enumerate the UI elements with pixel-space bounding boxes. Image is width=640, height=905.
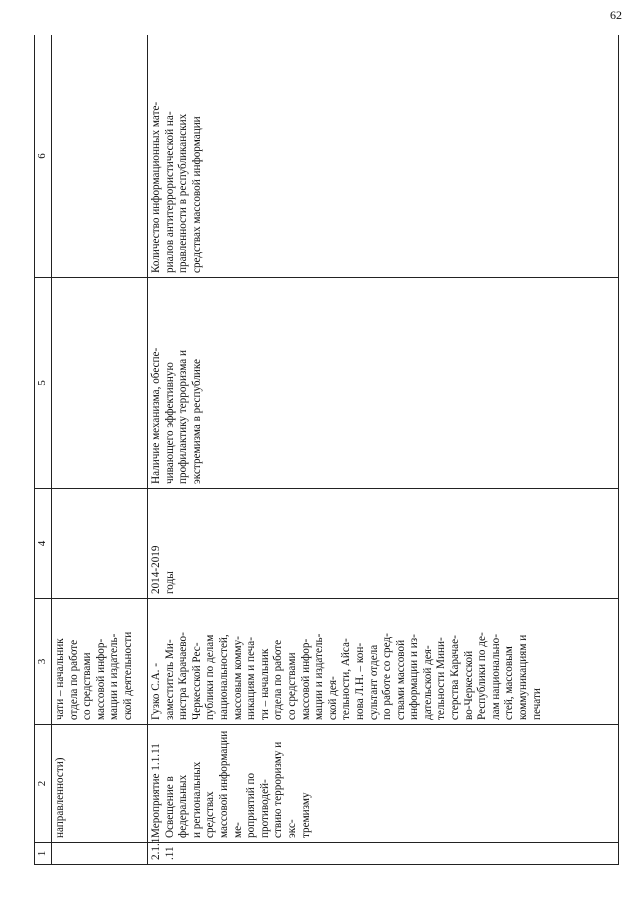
text-line: нова Л.Н. – кон- <box>353 642 366 720</box>
text-line: публики по делам <box>204 634 217 720</box>
text-line: сультант отдела <box>367 644 380 720</box>
cell-responsible <box>148 599 619 725</box>
column-number: 5 <box>35 278 52 489</box>
text-line: массовой инфор- <box>94 638 107 720</box>
text-line: чати – начальник <box>54 638 66 720</box>
text-line: ской деятельности <box>121 631 134 720</box>
text-line: ствию терроризму и экс- <box>272 741 298 838</box>
text-line: Республики по де- <box>476 632 489 720</box>
cell-number <box>148 837 619 865</box>
text-line: заместитель Ми- <box>163 639 176 720</box>
text-line: национальностей, <box>217 634 230 720</box>
cell-result <box>148 278 619 489</box>
text-line: по работе со сред- <box>381 633 394 720</box>
column-number: 2 <box>35 725 52 843</box>
text-line: нистра Карачаево- <box>177 632 190 720</box>
text-line: дательской дея- <box>421 645 434 720</box>
text-line: массовым комму- <box>231 636 244 720</box>
text-line: чивающего эффективную <box>163 362 176 484</box>
cell-measure <box>148 725 619 843</box>
text-line: 2.1.1 <box>150 837 162 860</box>
rotated-table <box>34 35 619 865</box>
text-line: Черкесской Рес- <box>190 642 203 720</box>
text-line: со средствами <box>81 652 94 720</box>
text-line: во-Черкесской <box>462 650 475 720</box>
text-line: тельности, Айса- <box>340 638 353 720</box>
continuation-row <box>52 35 148 865</box>
text-line: роприятий по противодей- <box>245 772 271 838</box>
text-line: со средствами <box>285 652 298 720</box>
text-line: Гузко С.А. - <box>150 663 162 720</box>
text-line: мации и издатель- <box>313 633 326 720</box>
measures-table <box>34 35 619 865</box>
rotated-table-wrapper <box>34 35 619 865</box>
text-line: ствами массовой <box>394 639 407 720</box>
text-line: профилактику терроризма и <box>177 349 190 484</box>
text-line: мации и издатель- <box>108 633 121 720</box>
measure-title: Мероприятие 1.1.11 <box>150 743 162 838</box>
text-line: массовой информации ме- <box>217 730 244 838</box>
cell-responsible <box>52 599 148 725</box>
text-line: отдела по работе <box>272 639 285 720</box>
table-row <box>148 35 619 865</box>
text-line: информации и из- <box>408 634 421 720</box>
column-number: 1 <box>35 843 52 865</box>
text-line: коммуникациям и <box>517 634 530 720</box>
text-line: массовой инфор- <box>299 638 312 720</box>
text-line: и региональных средствах <box>190 761 217 838</box>
cell-result <box>52 278 148 489</box>
text-line: Наличие механизма, обеспе- <box>150 347 162 484</box>
text-line: стерства Карачае- <box>449 635 462 720</box>
text-line: тельности Мини- <box>435 637 448 720</box>
text-line: ской дея- <box>326 676 339 720</box>
text-line: .11 <box>163 846 176 860</box>
cell-indicator <box>52 35 148 278</box>
column-number: 3 <box>35 599 52 725</box>
cell-period <box>148 489 619 599</box>
text-line: правленности в республиканских <box>177 113 190 273</box>
measure-text <box>164 729 314 838</box>
cell-number <box>52 843 148 865</box>
text-line: средствах массовой информации <box>190 116 203 273</box>
text-line: печати <box>530 688 543 720</box>
text-line: тремизму <box>299 792 312 838</box>
column-number: 6 <box>35 35 52 278</box>
text-line: Освещение в федеральных <box>163 774 190 838</box>
text-line: Количество информационных мате- <box>150 101 162 273</box>
text-line: риалов антитеррористической на- <box>163 111 176 273</box>
cell-measure: направленности) <box>52 725 148 843</box>
text-line: ти – начальник <box>258 648 271 720</box>
cell-period <box>52 489 148 599</box>
text-line: 2014-2019 <box>150 545 162 594</box>
text-line: стей, массовым <box>503 646 516 720</box>
column-number-row <box>35 35 52 865</box>
page-number: 62 <box>610 8 622 22</box>
text-line: экстремизма в республике <box>190 358 203 484</box>
cell-indicator <box>148 35 619 278</box>
text-line: годы <box>163 571 176 594</box>
column-number: 4 <box>35 489 52 599</box>
text-line: никациям и печа- <box>245 637 258 720</box>
text-line: лам национально- <box>489 634 502 720</box>
text-line: отдела по работе <box>67 639 80 720</box>
